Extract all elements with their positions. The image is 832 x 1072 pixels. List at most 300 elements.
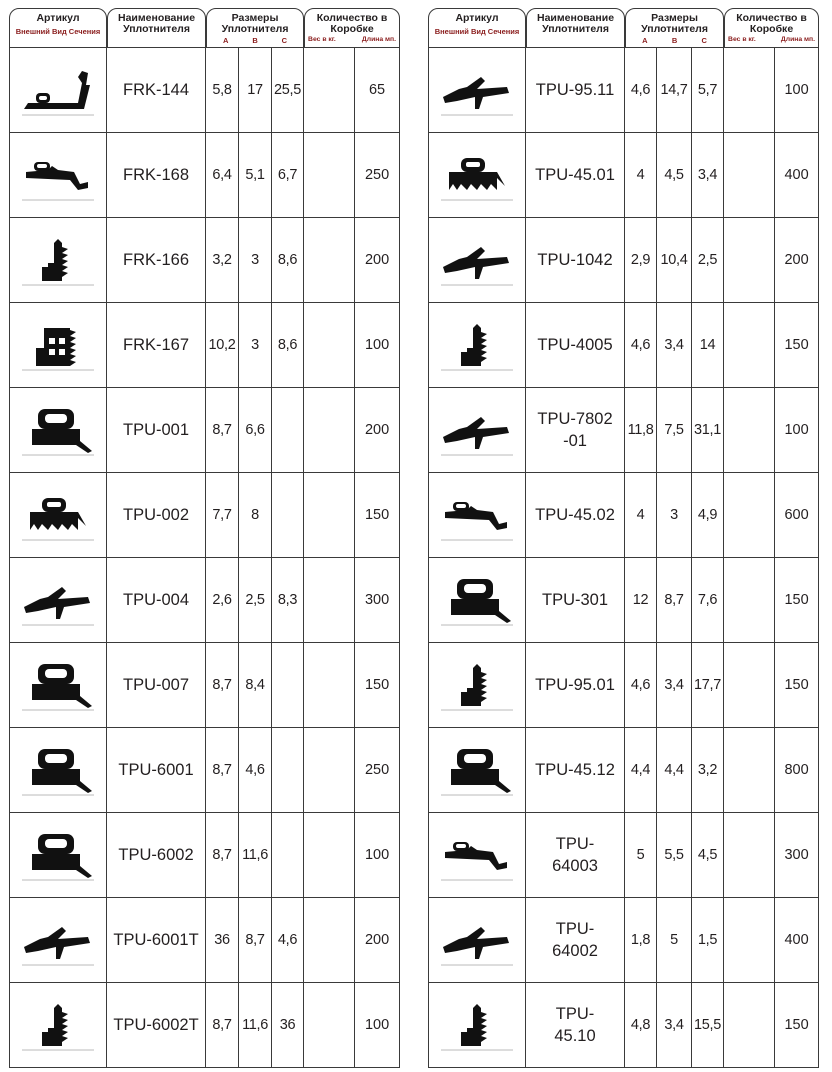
size-c-value: 15,5	[694, 1017, 722, 1033]
seal-name-cell	[107, 303, 206, 388]
tpu-45-12-profile-icon	[429, 743, 525, 797]
size-a-value: 4	[636, 167, 645, 183]
table-row	[9, 473, 400, 558]
size-c-value-cell	[272, 133, 304, 218]
length-value-cell	[774, 898, 819, 983]
size-b-value: 11,6	[242, 847, 269, 863]
size-b-value-cell	[239, 303, 272, 388]
size-c-value: 8,6	[277, 252, 298, 268]
size-b-value-cell	[239, 983, 272, 1068]
weight-value-cell	[304, 303, 354, 388]
length-value: 200	[784, 252, 809, 268]
table-row	[9, 48, 400, 133]
name-header	[526, 8, 625, 48]
size-c-value: 3,4	[697, 167, 718, 183]
size-c-value-cell	[692, 303, 724, 388]
size-b-value: 4,4	[664, 762, 684, 778]
seal-name: TPU-002	[123, 506, 190, 524]
size-c-value: 2,5	[697, 252, 718, 268]
weight-value-cell	[724, 473, 774, 558]
seal-name-cell	[107, 473, 206, 558]
qty-weight-label: Вес в кг.	[728, 36, 756, 43]
weight-value-cell	[724, 813, 774, 898]
tpu-6002-profile-icon	[10, 828, 106, 882]
length-value-cell	[774, 218, 819, 303]
weight-value-cell	[724, 303, 774, 388]
size-c-value: 7,6	[697, 592, 718, 608]
table-row	[9, 643, 400, 728]
size-a-value: 4,4	[630, 762, 651, 778]
size-a-value: 7,7	[212, 507, 232, 523]
size-c-value-cell	[692, 898, 724, 983]
seal-name: TPU-6002	[118, 846, 194, 864]
length-value: 150	[364, 677, 390, 693]
size-c-label: C	[281, 36, 288, 45]
seal-name: FRK-144	[123, 81, 190, 99]
name-header-label: Наименование Уплотнителя	[118, 12, 196, 35]
tpu-64003-profile-icon	[429, 828, 525, 882]
size-a-value-cell	[625, 983, 657, 1068]
tpu-002-profile-icon	[10, 488, 106, 542]
weight-value-cell	[304, 48, 354, 133]
seal-name-cell	[107, 983, 206, 1068]
table-row	[9, 813, 400, 898]
size-a-value: 8,7	[212, 422, 232, 438]
size-b-value: 2,5	[245, 592, 265, 608]
table-row	[9, 303, 400, 388]
article-header	[9, 8, 107, 48]
size-b-value: 8,7	[664, 592, 684, 608]
size-a-value: 4,6	[630, 677, 651, 693]
length-value-cell	[354, 473, 400, 558]
table-row	[9, 983, 400, 1068]
tpu-7802-01-profile-icon	[429, 403, 525, 457]
size-b-value: 5	[670, 932, 678, 948]
sizes-header	[625, 8, 724, 48]
size-b-value: 5,1	[245, 167, 265, 183]
size-a-value: 5	[636, 847, 645, 863]
seal-name-cell	[526, 728, 625, 813]
tpu-6002t-profile-icon	[10, 998, 106, 1052]
size-b-value: 3,4	[664, 337, 684, 353]
size-a-value-cell	[206, 48, 239, 133]
tpu-95-01-profile-icon	[429, 658, 525, 712]
size-b-value-cell	[657, 473, 692, 558]
seal-name: TPU-45.02	[535, 506, 615, 524]
weight-value-cell	[724, 558, 774, 643]
table-row	[428, 983, 819, 1068]
size-a-value-cell	[625, 218, 657, 303]
size-b-value: 8	[251, 507, 259, 523]
size-a-value-cell	[206, 133, 239, 218]
length-value-cell	[774, 303, 819, 388]
length-value: 65	[368, 82, 386, 98]
frk-166-profile-icon	[10, 233, 106, 287]
name-header	[107, 8, 206, 48]
length-value: 800	[784, 762, 809, 778]
seal-name-cell	[107, 898, 206, 983]
sizes-header-label: Размеры Уплотнителя	[221, 12, 289, 35]
seal-name-cell	[526, 643, 625, 728]
size-b-value: 10,4	[660, 252, 688, 268]
qty-header-label: Количество в Коробке	[316, 12, 388, 35]
size-a-value: 5,8	[212, 82, 232, 98]
size-b-value: 11,6	[242, 1017, 269, 1033]
size-a-value-cell	[206, 303, 239, 388]
size-a-value-cell	[625, 813, 657, 898]
size-c-value-cell	[692, 643, 724, 728]
seal-name: TPU-45.12	[535, 761, 615, 779]
table-row	[428, 303, 819, 388]
size-a-value: 8,7	[212, 847, 232, 863]
size-b-value-cell	[657, 643, 692, 728]
size-b-value-cell	[239, 898, 272, 983]
seal-name-cell	[526, 473, 625, 558]
weight-value-cell	[724, 133, 774, 218]
size-a-value-cell	[625, 48, 657, 133]
weight-value-cell	[304, 218, 354, 303]
table-row	[9, 728, 400, 813]
article-header-label: Артикул	[36, 12, 80, 24]
length-value: 100	[784, 82, 809, 98]
left-seal-table	[9, 8, 400, 1068]
seal-name: TPU- 64003	[552, 835, 598, 875]
size-c-value: 4,9	[697, 507, 718, 523]
size-b-value-cell	[657, 558, 692, 643]
size-a-value: 4	[636, 507, 645, 523]
length-value: 150	[784, 337, 809, 353]
table-row	[428, 898, 819, 983]
size-a-value-cell	[206, 643, 239, 728]
weight-value-cell	[304, 643, 354, 728]
qty-length-label: Длина мп.	[361, 36, 397, 43]
size-c-value-cell	[692, 48, 724, 133]
length-value-cell	[354, 898, 400, 983]
tpu-45-01-profile-icon	[429, 148, 525, 202]
name-header-label: Наименование Уплотнителя	[537, 12, 615, 35]
right-seal-table	[428, 8, 819, 1068]
size-c-value: 14	[699, 337, 716, 353]
profile-cell	[428, 473, 526, 558]
length-value: 150	[784, 592, 809, 608]
size-a-value-cell	[206, 898, 239, 983]
size-c-value: 25,5	[274, 82, 302, 98]
size-a-value-cell	[206, 388, 239, 473]
size-b-label: B	[252, 36, 258, 45]
seal-name-cell	[526, 898, 625, 983]
size-b-value-cell	[657, 898, 692, 983]
qty-header	[304, 8, 400, 48]
size-c-value-cell	[272, 558, 304, 643]
seal-name: TPU-95.11	[535, 81, 615, 99]
length-value: 300	[364, 592, 390, 608]
length-value-cell	[354, 983, 400, 1068]
size-b-label: B	[671, 36, 678, 45]
seal-name: FRK-166	[123, 251, 190, 269]
length-value-cell	[774, 558, 819, 643]
size-a-value-cell	[625, 473, 657, 558]
size-b-value: 5,5	[664, 847, 684, 863]
seal-name-cell	[107, 218, 206, 303]
size-b-value-cell	[239, 473, 272, 558]
size-b-value-cell	[239, 218, 272, 303]
length-value-cell	[774, 48, 819, 133]
table-row	[428, 813, 819, 898]
size-c-value: 3,2	[697, 762, 718, 778]
length-value-cell	[354, 218, 400, 303]
seal-name: FRK-168	[123, 166, 190, 184]
profile-cell	[9, 898, 107, 983]
tpu-45-10-profile-icon	[429, 998, 525, 1052]
seal-name-cell	[107, 813, 206, 898]
weight-value-cell	[724, 218, 774, 303]
length-value-cell	[774, 133, 819, 218]
size-c-value: 8,6	[277, 337, 298, 353]
seal-name: TPU- 64002	[552, 920, 598, 960]
length-value: 150	[784, 677, 809, 693]
size-a-label: A	[223, 36, 229, 45]
tpu-007-profile-icon	[10, 658, 106, 712]
tpu-4005-profile-icon	[429, 318, 525, 372]
qty-header	[724, 8, 819, 48]
size-b-value: 17	[247, 82, 263, 98]
weight-value-cell	[724, 643, 774, 728]
length-value: 200	[364, 932, 390, 948]
seal-name: TPU-4005	[537, 336, 613, 354]
weight-value-cell	[304, 898, 354, 983]
profile-cell	[428, 643, 526, 728]
weight-value-cell	[724, 388, 774, 473]
length-value-cell	[354, 303, 400, 388]
frk-167-profile-icon	[10, 318, 106, 372]
seal-name: TPU-6001T	[113, 931, 199, 949]
table-row	[9, 218, 400, 303]
seal-name: TPU-301	[542, 591, 609, 609]
size-a-value: 4,6	[630, 82, 651, 98]
length-value-cell	[354, 813, 400, 898]
size-c-value: 4,6	[277, 932, 298, 948]
size-a-value: 2,9	[630, 252, 651, 268]
length-value-cell	[354, 48, 400, 133]
size-a-value: 4,8	[630, 1017, 651, 1033]
seal-name-cell	[107, 133, 206, 218]
profile-cell	[9, 643, 107, 728]
size-a-value-cell	[206, 473, 239, 558]
length-value-cell	[774, 643, 819, 728]
length-value: 200	[364, 252, 390, 268]
size-c-value-cell	[272, 983, 304, 1068]
size-b-value: 14,7	[660, 82, 688, 98]
size-b-value-cell	[239, 558, 272, 643]
length-value-cell	[354, 558, 400, 643]
weight-value-cell	[724, 983, 774, 1068]
table-row	[428, 558, 819, 643]
size-c-value: 5,7	[697, 82, 718, 98]
size-b-value: 3	[670, 507, 678, 523]
size-a-label: A	[642, 36, 648, 45]
weight-value-cell	[304, 558, 354, 643]
size-a-value: 4,6	[630, 337, 651, 353]
weight-value-cell	[724, 898, 774, 983]
size-a-value: 8,7	[212, 762, 232, 778]
profile-cell	[9, 728, 107, 813]
table-row	[428, 473, 819, 558]
profile-cell	[9, 303, 107, 388]
weight-value-cell	[304, 813, 354, 898]
seal-name: TPU-001	[123, 421, 190, 439]
qty-weight-label: Вес в кг.	[308, 36, 336, 43]
size-c-value-cell	[272, 898, 304, 983]
profile-cell	[9, 388, 107, 473]
size-c-value-cell	[272, 813, 304, 898]
size-c-value: 6,7	[277, 167, 298, 183]
size-b-value-cell	[239, 133, 272, 218]
size-c-value-cell	[272, 218, 304, 303]
size-a-value-cell	[625, 303, 657, 388]
size-c-value-cell	[272, 303, 304, 388]
size-a-value: 6,4	[212, 167, 232, 183]
profile-cell	[428, 983, 526, 1068]
seal-name: TPU-95.01	[535, 676, 615, 694]
size-c-value-cell	[272, 643, 304, 728]
tpu-001-profile-icon	[10, 403, 106, 457]
size-b-value-cell	[657, 218, 692, 303]
profile-cell	[428, 133, 526, 218]
size-a-value-cell	[625, 388, 657, 473]
length-value-cell	[774, 388, 819, 473]
seal-name-cell	[526, 813, 625, 898]
article-header	[428, 8, 526, 48]
profile-cell	[428, 898, 526, 983]
length-value-cell	[774, 473, 819, 558]
article-header-sublabel: Внешний Вид Сечения	[15, 27, 101, 36]
size-b-value: 3	[251, 252, 259, 268]
seal-name: TPU-1042	[537, 251, 613, 269]
size-a-value-cell	[625, 898, 657, 983]
profile-cell	[9, 48, 107, 133]
length-value-cell	[774, 813, 819, 898]
size-c-value-cell	[272, 473, 304, 558]
seal-name-cell	[526, 218, 625, 303]
size-a-value: 12	[632, 592, 649, 608]
size-a-value: 1,8	[630, 932, 651, 948]
profile-cell	[428, 218, 526, 303]
length-value-cell	[354, 728, 400, 813]
size-b-value: 6,6	[245, 422, 265, 438]
profile-cell	[9, 983, 107, 1068]
length-value: 250	[364, 167, 390, 183]
size-b-value-cell	[657, 983, 692, 1068]
frk-144-profile-icon	[10, 63, 106, 117]
size-a-value: 3,2	[212, 252, 232, 268]
length-value: 100	[364, 337, 390, 353]
seal-name-cell	[107, 728, 206, 813]
length-value: 100	[364, 847, 390, 863]
size-a-value-cell	[206, 218, 239, 303]
profile-cell	[9, 133, 107, 218]
profile-cell	[428, 388, 526, 473]
length-value: 100	[784, 422, 809, 438]
table-row	[9, 898, 400, 983]
sizes-header	[206, 8, 304, 48]
size-b-value: 3	[251, 337, 259, 353]
length-value-cell	[354, 388, 400, 473]
size-c-value-cell	[272, 48, 304, 133]
weight-value-cell	[724, 48, 774, 133]
length-value: 400	[784, 167, 809, 183]
size-a-value: 36	[214, 932, 230, 948]
size-c-value-cell	[692, 218, 724, 303]
size-c-value-cell	[692, 728, 724, 813]
article-header-sublabel: Внешний Вид Сечения	[434, 27, 520, 36]
size-a-value-cell	[625, 133, 657, 218]
table-row	[428, 388, 819, 473]
seal-name-cell	[526, 48, 625, 133]
size-a-value: 10,2	[208, 337, 236, 353]
weight-value-cell	[304, 728, 354, 813]
size-a-value-cell	[625, 643, 657, 728]
tpu-004-profile-icon	[10, 573, 106, 627]
size-c-value-cell	[692, 473, 724, 558]
size-b-value: 7,5	[664, 422, 684, 438]
tpu-45-02-profile-icon	[429, 488, 525, 542]
size-c-value-cell	[692, 983, 724, 1068]
size-b-value-cell	[239, 388, 272, 473]
profile-cell	[428, 558, 526, 643]
size-a-value-cell	[625, 728, 657, 813]
size-b-value: 4,5	[664, 167, 684, 183]
length-value: 250	[364, 762, 390, 778]
size-a-value-cell	[206, 983, 239, 1068]
qty-header-label: Количество в Коробке	[736, 12, 807, 35]
seal-name-cell	[526, 133, 625, 218]
length-value: 300	[784, 847, 809, 863]
length-value-cell	[354, 643, 400, 728]
size-c-label: C	[701, 36, 707, 45]
tpu-301-profile-icon	[429, 573, 525, 627]
tpu-1042-profile-icon	[429, 233, 525, 287]
size-b-value: 8,4	[245, 677, 265, 693]
seal-name-cell	[526, 388, 625, 473]
size-c-value: 4,5	[697, 847, 718, 863]
size-c-value: 36	[279, 1017, 296, 1033]
seal-name: TPU-004	[123, 591, 190, 609]
size-c-value-cell	[692, 558, 724, 643]
length-value-cell	[774, 983, 819, 1068]
size-a-value-cell	[206, 728, 239, 813]
size-c-value: 1,5	[697, 932, 718, 948]
seal-name-cell	[526, 983, 625, 1068]
qty-length-label: Длина мп.	[780, 36, 816, 43]
size-a-value-cell	[206, 558, 239, 643]
size-a-value: 8,7	[212, 1017, 232, 1033]
profile-cell	[9, 218, 107, 303]
size-c-value: 31,1	[694, 422, 722, 438]
frk-168-profile-icon	[10, 148, 106, 202]
profile-cell	[9, 558, 107, 643]
size-b-value-cell	[657, 728, 692, 813]
size-a-value: 11,8	[627, 422, 654, 438]
size-c-value-cell	[692, 813, 724, 898]
seal-name: TPU-6002T	[113, 1016, 199, 1034]
length-value-cell	[774, 728, 819, 813]
size-b-value-cell	[239, 728, 272, 813]
size-a-value: 8,7	[212, 677, 232, 693]
size-a-value-cell	[625, 558, 657, 643]
weight-value-cell	[304, 983, 354, 1068]
size-a-value: 2,6	[212, 592, 232, 608]
size-b-value-cell	[657, 48, 692, 133]
